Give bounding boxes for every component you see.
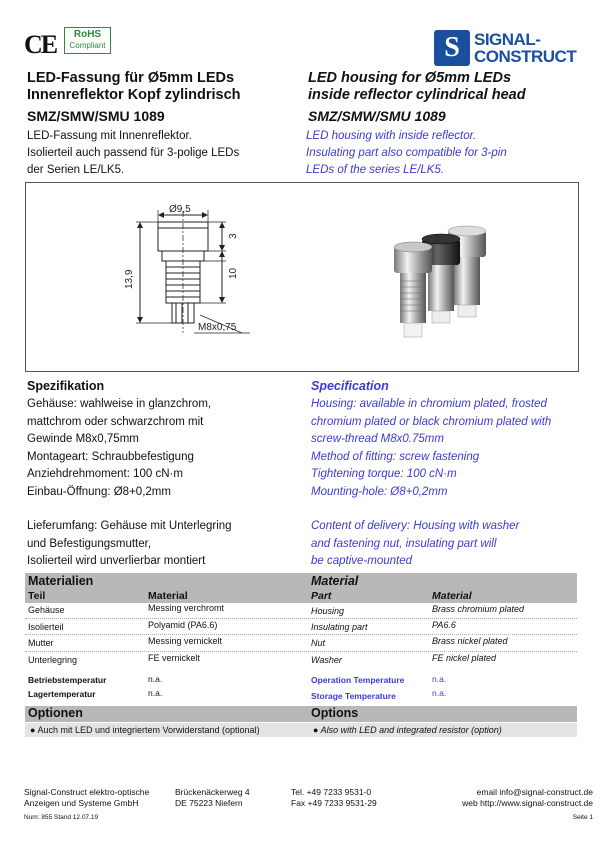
storage-temp-label-en: Storage Temperature xyxy=(311,691,396,701)
spec-heading-de: Spezifikation xyxy=(27,379,105,393)
bullet-icon: ● xyxy=(313,725,319,735)
option-item-en xyxy=(313,725,502,735)
table-cell: Messing vernickelt xyxy=(148,636,223,646)
delivery-de-line: und Befestigungsmutter, xyxy=(27,537,152,550)
table-cell: Housing xyxy=(311,606,345,616)
table-cell: Brass chromium plated xyxy=(432,604,525,614)
rohs-subtitle: Compliant xyxy=(69,41,106,50)
delivery-en-line: and fastening nut, insulating part will xyxy=(311,537,497,550)
storage-temp-value-de: n.a. xyxy=(148,688,163,698)
desc-de-line: LED-Fassung mit Innenreflektor. xyxy=(27,130,192,142)
title-en xyxy=(308,70,526,104)
footer-company xyxy=(24,787,149,808)
spec-heading-en: Specification xyxy=(311,379,389,393)
storage-temp-value-en: n.a. xyxy=(432,688,447,698)
desc-de-line: Isolierteil auch passend für 3-polige LEDs xyxy=(27,147,240,159)
spec-en-line: Mounting-hole: Ø8+0,2mm xyxy=(311,485,448,498)
spec-en-line: chromium plated or black chromium plated with xyxy=(311,415,552,428)
spec-de-line: Einbau-Öffnung: Ø8+0,2mm xyxy=(27,485,171,498)
footer-phone xyxy=(291,787,377,808)
footer-line: Fax +49 7233 9531-29 xyxy=(291,797,377,808)
dim-10-label: 10 xyxy=(228,267,239,279)
logo-line-1: SIGNAL- xyxy=(474,30,541,49)
product-photo xyxy=(394,226,486,337)
desc-en-line: LED housing with inside reflector. xyxy=(306,130,477,142)
spec-en-line: Method of fitting: screw fastening xyxy=(311,450,480,463)
description-de xyxy=(27,128,239,179)
delivery-de-line: Lieferumfang: Gehäuse mit Unterlegring xyxy=(27,520,232,532)
ce-mark: CE xyxy=(24,30,57,59)
storage-temp-label-de: Lagertemperatur xyxy=(28,689,96,699)
spec-de-line: Anziehdrehmoment: 100 cN·m xyxy=(27,468,183,481)
dim-diameter-label: Ø9,5 xyxy=(169,204,191,215)
logo-mark-icon: S xyxy=(434,30,470,66)
table-cell: Washer xyxy=(311,655,342,665)
footer-line: Tel. +49 7233 9531-0 xyxy=(291,787,372,797)
desc-en-line: LEDs of the series LE/LK5. xyxy=(306,164,445,176)
table-cell: Polyamid (PA6.6) xyxy=(148,620,218,630)
technical-drawing xyxy=(26,183,578,371)
spec-en-line: Tightening torque: 100 cN·m xyxy=(311,468,457,481)
table-cell: Unterlegring xyxy=(28,655,78,665)
operating-temp-value-en: n.a. xyxy=(432,674,447,684)
footer-website: web http://www.signal-construct.de xyxy=(462,797,593,808)
page-number: Seite 1 xyxy=(572,814,593,821)
option-item-de xyxy=(30,725,260,735)
operating-temp-value-de: n.a. xyxy=(148,674,163,684)
dim-13-9-label: 13,9 xyxy=(124,269,135,289)
spec-list-en xyxy=(311,396,551,502)
col-material-en: Material xyxy=(432,590,472,602)
col-part-de: Teil xyxy=(28,590,46,602)
operating-temp-label-de: Betriebstemperatur xyxy=(28,675,107,685)
title-de-line-2: Innenreflektor Kopf zylindrisch xyxy=(27,87,241,103)
desc-en-line: Insulating part also compatible for 3-pin xyxy=(306,147,507,159)
options-heading-en: Options xyxy=(311,706,359,720)
footer-line: Brückenäckerweg 4 xyxy=(175,787,250,797)
row-divider xyxy=(25,618,577,619)
materials-heading-de: Materialien xyxy=(28,574,94,588)
table-cell: Insulating part xyxy=(311,622,368,632)
operating-temp-label-en: Operation Temperature xyxy=(311,675,405,685)
option-text-en: Also with LED and integrated resistor (option) xyxy=(320,725,502,735)
col-part-en: Part xyxy=(311,590,332,602)
model-number-de: SMZ/SMW/SMU 1089 xyxy=(27,108,165,124)
option-text-de: Auch mit LED und integriertem Vorwiderstand (optional) xyxy=(37,725,260,735)
spec-en-line: Housing: available in chromium plated, frosted xyxy=(311,398,547,410)
table-cell: Nut xyxy=(311,638,326,648)
row-divider xyxy=(25,634,577,635)
materials-heading-en: Material xyxy=(311,574,359,588)
footer-line: DE 75223 Niefern xyxy=(175,797,243,808)
title-de xyxy=(27,70,241,104)
rohs-title: RoHS xyxy=(73,29,102,40)
spec-de-line: Montageart: Schraubbefestigung xyxy=(27,450,194,463)
footer-address xyxy=(175,787,250,808)
table-cell: PA6.6 xyxy=(432,620,456,630)
spec-list-de xyxy=(27,396,211,502)
spec-de-line: Gewinde M8x0,75mm xyxy=(27,433,139,446)
delivery-en xyxy=(311,518,519,571)
desc-de-line: der Serien LE/LK5. xyxy=(27,164,125,176)
table-cell: Isolierteil xyxy=(28,622,64,632)
technical-drawing-frame xyxy=(25,182,579,372)
dim-thread-label: M8x0,75 xyxy=(198,322,237,333)
options-heading-de: Optionen xyxy=(28,706,83,720)
table-cell: FE nickel plated xyxy=(432,653,497,663)
delivery-de xyxy=(27,518,232,571)
delivery-en-line: be captive-mounted xyxy=(311,555,413,568)
table-cell: Brass nickel plated xyxy=(432,636,508,646)
description-en xyxy=(306,128,507,179)
rohs-badge xyxy=(64,27,111,54)
title-de-line-1: LED-Fassung für Ø5mm LEDs xyxy=(27,70,235,86)
delivery-de-line: Isolierteil wird unverlierbar montiert xyxy=(27,555,206,568)
document-number: Num: 855 Stand 12.07.19 xyxy=(24,814,99,821)
model-number-en: SMZ/SMW/SMU 1089 xyxy=(308,108,446,124)
row-divider xyxy=(25,651,577,652)
table-cell: Gehäuse xyxy=(28,605,65,615)
spec-en-line: screw-thread M8x0.75mm xyxy=(311,433,444,446)
table-cell: Messing verchromt xyxy=(148,603,225,613)
spec-de-line: mattchrom oder schwarzchrom mit xyxy=(27,415,204,428)
footer-line: Signal-Construct elektro-optische xyxy=(24,787,150,797)
col-material-de: Material xyxy=(148,590,188,602)
logo-line-2: CONSTRUCT xyxy=(474,47,577,66)
footer-line: Anzeigen und Systeme GmbH xyxy=(24,797,139,808)
title-en-line-1: LED housing for Ø5mm LEDs xyxy=(308,70,512,86)
title-en-line-2: inside reflector cylindrical head xyxy=(308,87,526,103)
footer-web xyxy=(462,787,593,808)
materials-header-bar xyxy=(25,573,577,603)
dim-3-label: 3 xyxy=(228,233,239,239)
table-cell: FE vernickelt xyxy=(148,653,201,663)
options-header-bar xyxy=(25,706,577,722)
table-cell: Mutter xyxy=(28,638,54,648)
footer-email: email info@signal-construct.de xyxy=(476,787,593,797)
signal-construct-logo xyxy=(434,30,590,66)
delivery-en-line: Content of delivery: Housing with washer xyxy=(311,520,520,532)
spec-de-line: Gehäuse: wahlweise in glanzchrom, xyxy=(27,398,212,410)
bullet-icon: ● xyxy=(30,725,36,735)
